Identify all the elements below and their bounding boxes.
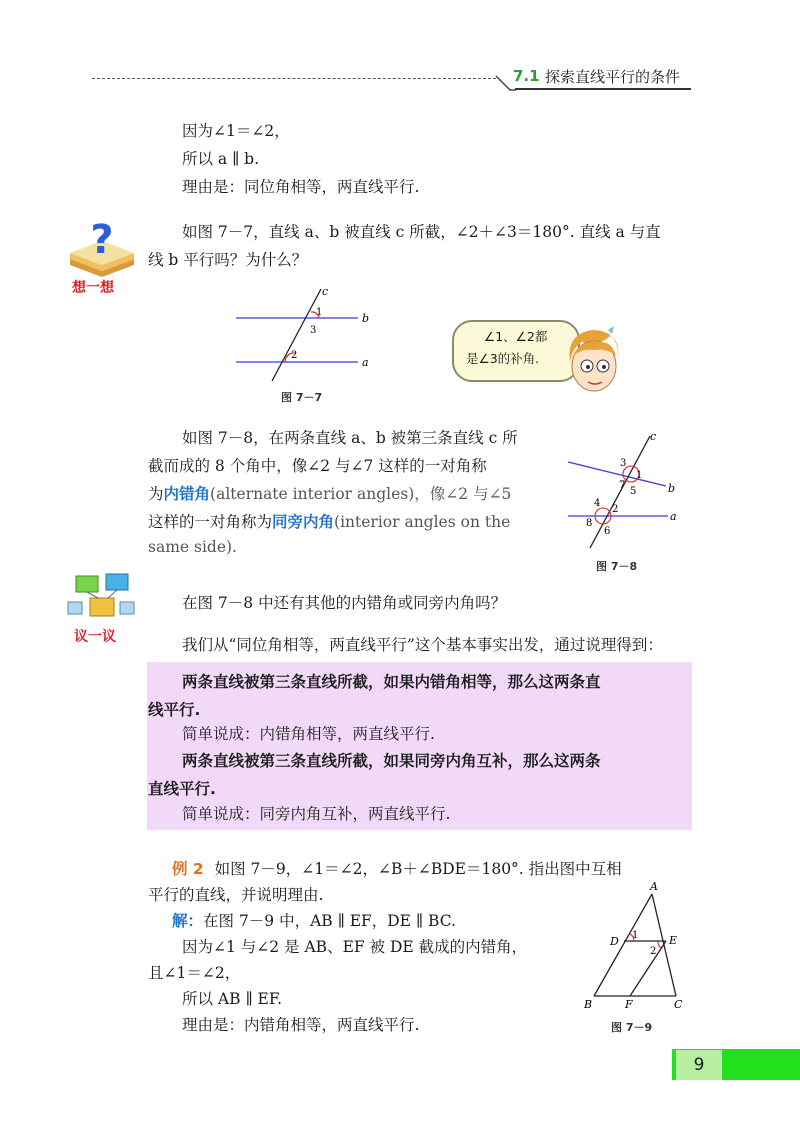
text-line: 所以 AB ∥ EF. [182, 990, 283, 1008]
bubble-line: ∠1、∠2都 [484, 329, 548, 344]
text-line: 我们从“同位角相等，两直线平行”这个基本事实出发，通过说理得到： [182, 636, 663, 654]
figure-7-7 [228, 283, 378, 383]
label-c: c [322, 285, 329, 298]
segment-EF [630, 941, 666, 996]
label-3: 3 [310, 325, 317, 336]
label-7: 7 [619, 480, 626, 491]
label-A: A [650, 880, 658, 893]
label-2: 2 [291, 350, 298, 361]
text-line: 理由是：内错角相等，两直线平行. [182, 1016, 420, 1034]
theorem-line: 两条直线被第三条直线所截，如果同旁内角互补，那么这两条 [182, 752, 601, 770]
label-1: 1 [632, 930, 639, 941]
label-1: 1 [316, 307, 323, 318]
text-line [148, 508, 510, 536]
text-line: 线 b 平行吗？为什么？ [148, 251, 308, 269]
header-dashed-rule [92, 78, 496, 79]
label-c: c [650, 430, 657, 443]
text-line: 所以 a ∥ b. [182, 150, 260, 168]
character-face-icon [560, 322, 626, 396]
text-line: 因为∠1 与∠2 是 AB、EF 被 DE 截成的内错角， [182, 938, 528, 956]
line-c [590, 436, 650, 548]
label-2: 2 [650, 946, 657, 957]
theorem-line: 直线平行. [148, 780, 216, 798]
text-line: 平行的直线，并说明理由. [148, 886, 324, 904]
text-span: 为 [148, 485, 164, 503]
chapter-number: 7.1 [513, 67, 540, 85]
discuss-label: 议一议 [74, 629, 116, 645]
page-number: 9 [676, 1050, 722, 1080]
text-line [172, 855, 622, 883]
label-b: b [362, 312, 370, 325]
label-6: 6 [604, 526, 611, 537]
term-interior-same-side: 同旁内角 [272, 513, 335, 531]
figure-caption: 图 7－8 [596, 560, 638, 573]
label-E: E [669, 934, 678, 947]
theorem-short: 简单说成：内错角相等，两直线平行. [182, 725, 435, 743]
label-2: 2 [612, 504, 619, 515]
solution-label: 解： [172, 912, 204, 930]
text-line: 如图 7－7，直线 a、b 被直线 c 所截，∠2＋∠3＝180°. 直线 a 与直 [182, 223, 661, 241]
label-1: 1 [636, 470, 643, 481]
text-line [172, 907, 456, 935]
text-span: (interior angles on the [334, 513, 511, 531]
text-line: 如图 7－8，在两条直线 a、b 被第三条直线 c 所 [182, 429, 518, 447]
label-C: C [674, 998, 683, 1011]
text-span: (alternate interior angles)，像∠2 与∠5 [210, 485, 512, 503]
chapter-title: 探索直线平行的条件 [545, 68, 681, 86]
label-B: B [584, 998, 593, 1011]
header-solid-rule [515, 88, 691, 90]
label-3: 3 [620, 458, 627, 469]
label-a: a [670, 510, 677, 523]
figure-caption: 图 7－7 [281, 391, 323, 404]
label-8: 8 [586, 518, 593, 529]
figure-caption: 图 7－9 [611, 1021, 653, 1034]
label-b: b [668, 482, 676, 495]
side-AB [594, 894, 652, 996]
text-line: 且∠1＝∠2， [148, 964, 241, 982]
bubble-text [466, 326, 547, 370]
example-label: 例 2 [172, 860, 204, 878]
text-line: 因为∠1＝∠2， [182, 122, 290, 140]
theorem-line: 两条直线被第三条直线所截，如果内错角相等，那么这两条直 [182, 673, 601, 691]
text-span: 这样的一对角称为 [148, 513, 273, 531]
label-a: a [362, 356, 369, 369]
discuss-icon [62, 572, 142, 650]
text-line: 理由是：同位角相等，两直线平行. [182, 178, 420, 196]
bubble-line: 是∠3的补角. [466, 351, 540, 366]
text-line: 在图 7－8 中还有其他的内错角或同旁内角吗？ [182, 594, 507, 612]
text-line: same side). [148, 538, 237, 556]
svg-text:?: ? [90, 217, 114, 263]
figure-7-9 [580, 878, 690, 1018]
text-line [148, 480, 511, 508]
term-alternate-interior: 内错角 [163, 485, 211, 503]
angle-arc [658, 941, 661, 948]
text-span: 如图 7－9，∠1＝∠2，∠B＋∠BDE＝180°. 指出图中互相 [214, 860, 622, 878]
label-D: D [610, 935, 619, 948]
text-line: 截而成的 8 个角中，像∠2 与∠7 这样的一对角称 [148, 457, 487, 475]
theorem-short: 简单说成：同旁内角互补，两直线平行. [182, 805, 451, 823]
theorem-line: 线平行. [148, 701, 201, 719]
label-F: F [625, 998, 633, 1011]
text-span: 在图 7－9 中，AB ∥ EF，DE ∥ BC. [203, 912, 456, 930]
label-4: 4 [594, 498, 601, 509]
think-icon [62, 215, 142, 295]
figure-7-8 [560, 428, 690, 553]
label-5: 5 [630, 486, 637, 497]
line-b [568, 462, 666, 486]
think-label: 想一想 [72, 280, 114, 296]
